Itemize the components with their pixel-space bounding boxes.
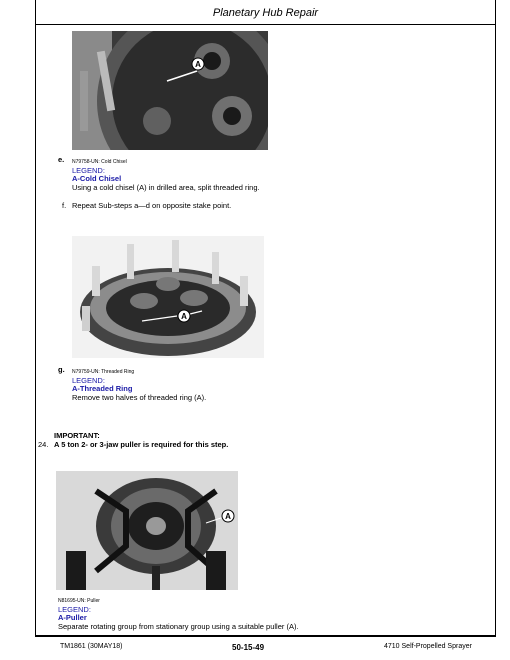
step-e-legend-item: A-Cold Chisel xyxy=(72,174,122,183)
ring-callout-label: A xyxy=(181,312,187,321)
page-title: Planetary Hub Repair xyxy=(212,7,319,19)
step-g-legend-heading: LEGEND: xyxy=(72,376,105,385)
step-24-number: 24. xyxy=(38,440,49,449)
important-label: IMPORTANT: xyxy=(54,431,100,440)
step-e-caption: N79758-UN: Cold Chisel xyxy=(72,159,127,165)
step-24-instruction: Separate rotating group from stationary group using a suitable puller (A). xyxy=(58,622,299,631)
cold-chisel-photo xyxy=(72,31,268,150)
footer-page-number: 50-15-49 xyxy=(232,643,265,652)
step-e-instruction: Using a cold chisel (A) in drilled area, split threaded ring. xyxy=(72,183,260,192)
step-f-letter: f. xyxy=(62,201,67,210)
step-24-legend-heading: LEGEND: xyxy=(58,605,91,614)
step-e-legend-heading: LEGEND: xyxy=(72,166,105,175)
footer-divider xyxy=(35,636,496,637)
step-g-letter: g. xyxy=(58,365,65,374)
footer-manual-id: TM1861 (30MAY18) xyxy=(60,643,123,650)
step-24-legend-item: A-Puller xyxy=(58,613,87,622)
step-g-legend-item: A-Threaded Ring xyxy=(72,384,133,393)
footer-product-name: 4710 Self-Propelled Sprayer xyxy=(384,643,472,650)
chisel-callout-label: A xyxy=(195,60,201,69)
header-divider xyxy=(35,24,496,25)
step-24-caption: N81695-UN: Puller xyxy=(58,598,100,604)
step-f-instruction: Repeat Sub-steps a—d on opposite stake point. xyxy=(72,201,232,210)
puller-photo xyxy=(56,471,238,590)
important-text: A 5 ton 2- or 3-jaw puller is required for this step. xyxy=(54,440,229,449)
puller-callout-label: A xyxy=(225,512,231,521)
threaded-ring-photo xyxy=(72,236,264,358)
step-e-letter: e. xyxy=(58,155,65,164)
step-g-caption: N79759-UN: Threaded Ring xyxy=(72,369,135,375)
step-g-instruction: Remove two halves of threaded ring (A). xyxy=(72,393,207,402)
